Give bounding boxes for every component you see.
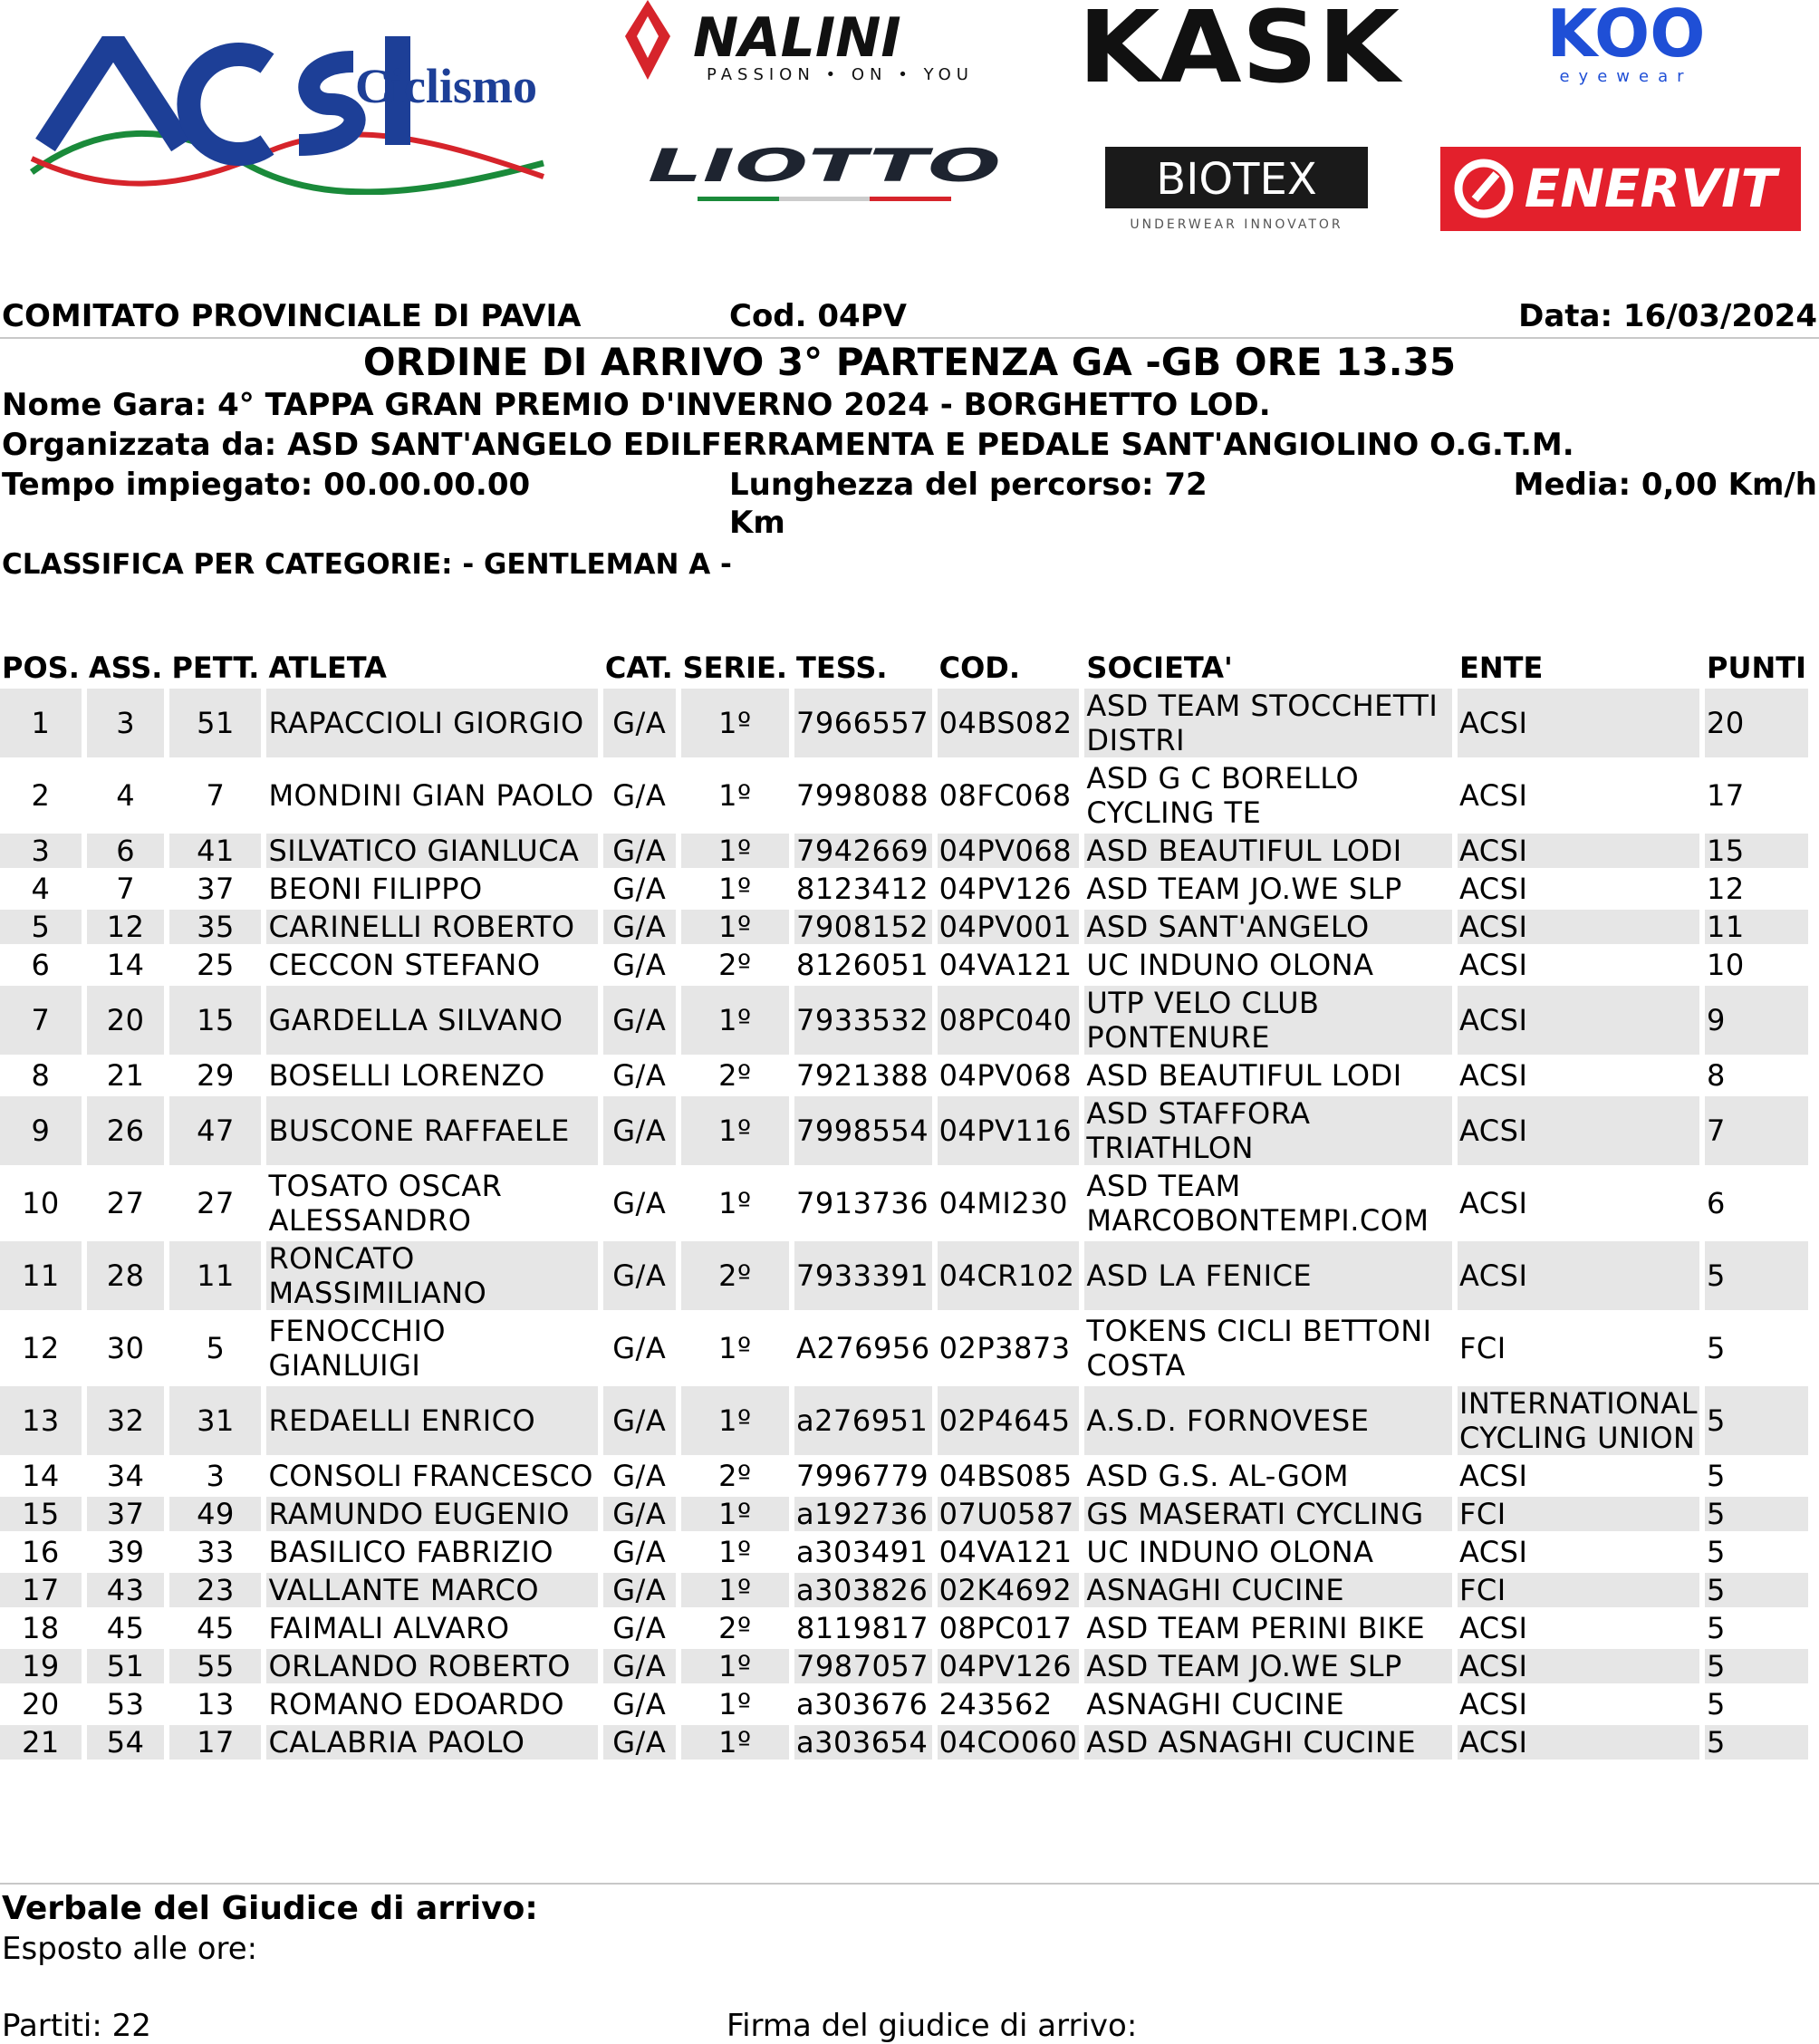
cell-tess: a303676 xyxy=(796,1687,929,1721)
cell-cod: 04VA121 xyxy=(938,1535,1073,1569)
cell-ente: ACSI xyxy=(1458,986,1699,1055)
cell-cat: G/A xyxy=(612,1331,667,1365)
cell-tess: 7966557 xyxy=(794,689,932,757)
cell-punti: 7 xyxy=(1705,1096,1808,1165)
cell-ente: ACSI xyxy=(1458,1241,1699,1310)
cell-pett: 25 xyxy=(197,948,235,982)
cell-punti: 11 xyxy=(1705,910,1808,944)
cell-ente: ACSI xyxy=(1458,1186,1528,1220)
cell-ass: 20 xyxy=(87,986,165,1055)
cell-ass: 28 xyxy=(87,1241,165,1310)
cell-societa: ASD G C BORELLO CYCLING TE xyxy=(1086,761,1360,830)
column-header-ass: ASS. xyxy=(88,651,163,685)
cell-ente: ACSI xyxy=(1458,834,1699,868)
cell-tess: 7998554 xyxy=(794,1096,932,1165)
cell-cat: G/A xyxy=(603,1573,676,1607)
cell-cat: G/A xyxy=(603,1386,676,1455)
cell-ente: ACSI xyxy=(1458,1611,1528,1645)
cell-pos: 16 xyxy=(22,1535,60,1569)
cell-ass: 37 xyxy=(87,1497,165,1531)
cell-pos: 5 xyxy=(0,910,82,944)
cell-serie: 1º xyxy=(681,1096,789,1165)
cell-ente: ACSI xyxy=(1458,872,1528,906)
cell-pett: 37 xyxy=(197,872,235,906)
nalini-tagline: PASSION • ON • YOU xyxy=(707,65,974,84)
cell-serie: 1º xyxy=(681,834,789,868)
cell-cod: 02K4692 xyxy=(938,1573,1080,1607)
enervit-text: ENERVIT xyxy=(1524,158,1777,219)
cell-serie: 1º xyxy=(681,1725,789,1760)
cell-tess: 7921388 xyxy=(796,1058,929,1093)
cell-pos: 19 xyxy=(0,1649,82,1683)
cell-punti: 15 xyxy=(1705,834,1808,868)
table-row xyxy=(0,1241,1808,1310)
cell-ass: 43 xyxy=(87,1573,165,1607)
cell-tess: 8126051 xyxy=(796,948,929,982)
cell-ente: ACSI xyxy=(1458,1459,1528,1493)
cell-pos: 13 xyxy=(0,1386,82,1455)
cell-ente: ACSI xyxy=(1458,1687,1528,1721)
cell-tess: a303826 xyxy=(794,1573,932,1607)
table-row xyxy=(0,1535,1808,1569)
cell-pett: 49 xyxy=(169,1497,261,1531)
cell-pos: 10 xyxy=(22,1186,60,1220)
cell-cod: 243562 xyxy=(938,1687,1053,1721)
cell-tess: 8123412 xyxy=(796,872,929,906)
column-header-punti: PUNTI xyxy=(1707,651,1806,685)
organizer: Organizzata da: ASD SANT'ANGELO EDILFERRAMENTA E PEDALE SANT'ANGIOLINO O.G.T.M. xyxy=(2,427,1574,463)
footer-divider xyxy=(0,1883,1819,1885)
cell-cod: 04PV126 xyxy=(938,872,1073,906)
cell-societa: ASD TEAM JO.WE SLP xyxy=(1084,1649,1452,1683)
cell-societa: ASD STAFFORA TRIATHLON xyxy=(1084,1096,1452,1165)
cell-atleta: FAIMALI ALVARO xyxy=(268,1611,510,1645)
cell-societa: ASD TEAM JO.WE SLP xyxy=(1086,872,1402,906)
cell-ass: 53 xyxy=(106,1687,145,1721)
cell-tess: a303654 xyxy=(794,1725,932,1760)
cell-serie: 1º xyxy=(681,910,789,944)
cell-cat: G/A xyxy=(612,1611,667,1645)
cell-cod: 08FC068 xyxy=(938,778,1072,813)
cell-punti: 9 xyxy=(1705,986,1808,1055)
cell-serie: 2º xyxy=(718,948,752,982)
cell-atleta: BUSCONE RAFFAELE xyxy=(266,1096,597,1165)
liotto-text: LIOTTO xyxy=(648,140,1001,192)
cell-societa: ASD TEAM PERINI BIKE xyxy=(1086,1611,1426,1645)
cell-cod: 04PV001 xyxy=(938,910,1080,944)
cell-tess: 7933532 xyxy=(794,986,932,1055)
cell-ente: INTERNATIONAL CYCLING UNION xyxy=(1458,1386,1699,1455)
cell-cod: 04PV068 xyxy=(938,834,1080,868)
cell-ente: ACSI xyxy=(1458,689,1699,757)
cell-ass: 26 xyxy=(87,1096,165,1165)
cell-ente: ACSI xyxy=(1458,1058,1528,1093)
cell-tess: a303491 xyxy=(796,1535,929,1569)
column-header-cat: CAT. xyxy=(604,651,673,685)
cell-punti: 5 xyxy=(1705,1725,1808,1760)
cell-cod: 08PC017 xyxy=(938,1611,1073,1645)
cell-punti: 5 xyxy=(1707,1331,1726,1365)
liotto-logo xyxy=(643,140,1006,236)
cell-pett: 7 xyxy=(206,778,226,813)
cell-ass: 12 xyxy=(87,910,165,944)
cell-pett: 47 xyxy=(169,1096,261,1165)
cell-cod: 02P4645 xyxy=(938,1386,1080,1455)
race-date: Data: 16/03/2024 xyxy=(1518,298,1817,334)
biotex-text: BIOTEX xyxy=(1156,154,1317,205)
cell-cod: 04PV116 xyxy=(938,1096,1080,1165)
cell-ente: FCI xyxy=(1458,1331,1506,1365)
cell-punti: 5 xyxy=(1705,1241,1808,1310)
table-row xyxy=(0,1459,1808,1493)
cell-atleta: CONSOLI FRANCESCO xyxy=(268,1459,593,1493)
column-header-serie: SERIE. xyxy=(682,651,788,685)
cell-societa: ASD SANT'ANGELO xyxy=(1084,910,1452,944)
cell-pett: 17 xyxy=(169,1725,261,1760)
cell-pett: 5 xyxy=(206,1331,226,1365)
cell-cod: 07U0587 xyxy=(938,1497,1080,1531)
results-table xyxy=(0,645,1814,1763)
cell-ass: 7 xyxy=(116,872,136,906)
table-row xyxy=(0,1096,1808,1165)
cell-pos: 12 xyxy=(22,1331,60,1365)
category-ranking-label: CLASSIFICA PER CATEGORIE: - GENTLEMAN A - xyxy=(2,548,732,581)
cell-pos: 7 xyxy=(0,986,82,1055)
koo-logo xyxy=(1531,0,1721,86)
cell-atleta: CECCON STEFANO xyxy=(268,948,541,982)
cell-societa: ASNAGHI CUCINE xyxy=(1084,1573,1452,1607)
table-row xyxy=(0,761,1808,830)
cell-ass: 14 xyxy=(106,948,145,982)
cell-cod: 04BS085 xyxy=(938,1459,1073,1493)
cell-punti: 5 xyxy=(1707,1459,1726,1493)
column-header-pos: POS. xyxy=(2,651,80,685)
cell-pett: 55 xyxy=(169,1649,261,1683)
cell-punti: 6 xyxy=(1707,1186,1726,1220)
cell-serie: 1º xyxy=(681,1649,789,1683)
race-name: Nome Gara: 4° TAPPA GRAN PREMIO D'INVERNO 2024 - BORGHETTO LOD. xyxy=(2,387,1271,423)
cell-cat: G/A xyxy=(612,1535,667,1569)
cell-cat: G/A xyxy=(612,872,667,906)
cell-tess: 7933391 xyxy=(794,1241,932,1310)
cell-serie: 1º xyxy=(681,689,789,757)
cell-pett: 13 xyxy=(197,1687,235,1721)
cell-serie: 1º xyxy=(718,1186,752,1220)
cell-atleta: ROMANO EDOARDO xyxy=(268,1687,565,1721)
table-row xyxy=(0,1169,1808,1238)
cell-tess: a276951 xyxy=(794,1386,932,1455)
cell-cod: 04CR102 xyxy=(938,1241,1080,1310)
cell-ente: FCI xyxy=(1458,1573,1699,1607)
column-header-tess: TESS. xyxy=(796,651,888,685)
cell-cat: G/A xyxy=(612,1687,667,1721)
table-header-row xyxy=(0,649,1808,685)
cell-ass: 30 xyxy=(106,1331,145,1365)
cell-cat: G/A xyxy=(603,1096,676,1165)
cell-cod: 04MI230 xyxy=(938,1186,1068,1220)
cell-serie: 1º xyxy=(681,1573,789,1607)
cell-tess: 7908152 xyxy=(794,910,932,944)
table-row xyxy=(0,948,1808,982)
cell-societa: GS MASERATI CYCLING xyxy=(1084,1497,1452,1531)
table-row xyxy=(0,1649,1808,1683)
cell-pett: 41 xyxy=(169,834,261,868)
cell-ente: ACSI xyxy=(1458,778,1528,813)
cell-ass: 6 xyxy=(87,834,165,868)
cell-cat: G/A xyxy=(612,1058,667,1093)
cell-serie: 2º xyxy=(718,1459,752,1493)
table-row xyxy=(0,1058,1808,1093)
cell-serie: 2º xyxy=(718,1058,752,1093)
cell-ass: 51 xyxy=(87,1649,165,1683)
results-body xyxy=(0,689,1808,1760)
acsi-ciclismo-logo xyxy=(27,36,553,195)
cell-tess: A276956 xyxy=(796,1331,930,1365)
cell-punti: 5 xyxy=(1705,1497,1808,1531)
cell-tess: 7942669 xyxy=(794,834,932,868)
cell-societa: UC INDUNO OLONA xyxy=(1086,948,1374,982)
cell-punti: 10 xyxy=(1707,948,1745,982)
nalini-logo xyxy=(611,0,1037,86)
cell-serie: 1º xyxy=(681,1497,789,1531)
cell-pos: 14 xyxy=(22,1459,60,1493)
judge-signature-label: Firma del giudice di arrivo: xyxy=(727,2008,1138,2044)
cell-tess: 7998088 xyxy=(796,778,929,813)
cell-societa: ASD BEAUTIFUL LODI xyxy=(1086,1058,1402,1093)
cell-tess: 7996779 xyxy=(796,1459,929,1493)
page-title: ORDINE DI ARRIVO 3° PARTENZA GA -GB ORE 13.35 xyxy=(362,340,1457,384)
cell-tess: 7913736 xyxy=(796,1186,929,1220)
cell-tess: 8119817 xyxy=(796,1611,929,1645)
comitato-label: COMITATO PROVINCIALE DI PAVIA xyxy=(2,298,582,334)
cell-atleta: TOSATO OSCAR ALESSANDRO xyxy=(268,1169,503,1238)
table-row xyxy=(0,1497,1808,1531)
table-row xyxy=(0,910,1808,944)
cell-ass: 54 xyxy=(87,1725,165,1760)
cell-ass: 21 xyxy=(106,1058,145,1093)
cell-ass: 3 xyxy=(87,689,165,757)
cell-societa: ASD ASNAGHI CUCINE xyxy=(1084,1725,1452,1760)
cell-societa: ASD TEAM STOCCHETTI DISTRI xyxy=(1084,689,1452,757)
cell-atleta: VALLANTE MARCO xyxy=(266,1573,597,1607)
cell-pett: 23 xyxy=(169,1573,261,1607)
cell-societa: ASD TEAM MARCOBONTEMPI.COM xyxy=(1086,1169,1429,1238)
nalini-text: NALINI xyxy=(693,6,901,70)
cell-societa: TOKENS CICLI BETTONI COSTA xyxy=(1086,1314,1432,1383)
table-row xyxy=(0,1386,1808,1455)
cell-atleta: REDAELLI ENRICO xyxy=(266,1386,597,1455)
cell-pos: 4 xyxy=(31,872,51,906)
cell-pett: 27 xyxy=(197,1186,235,1220)
cell-pos: 20 xyxy=(22,1687,60,1721)
cell-cod: 04PV126 xyxy=(938,1649,1080,1683)
cell-societa: ASD BEAUTIFUL LODI xyxy=(1084,834,1452,868)
cell-cod: 04PV068 xyxy=(938,1058,1073,1093)
cell-cat: G/A xyxy=(603,1725,676,1760)
cell-pos: 18 xyxy=(22,1611,60,1645)
cell-punti: 5 xyxy=(1705,1649,1808,1683)
cell-pos: 6 xyxy=(31,948,51,982)
column-header-cod: COD. xyxy=(938,651,1020,685)
cell-cat: G/A xyxy=(603,910,676,944)
cell-cat: G/A xyxy=(612,1459,667,1493)
table-row xyxy=(0,1611,1808,1645)
cell-atleta: SILVATICO GIANLUCA xyxy=(266,834,597,868)
cell-atleta: BEONI FILIPPO xyxy=(268,872,483,906)
cell-punti: 5 xyxy=(1705,1573,1808,1607)
cell-ente: ACSI xyxy=(1458,1535,1528,1569)
cell-societa: A.S.D. FORNOVESE xyxy=(1084,1386,1452,1455)
cell-pett: 29 xyxy=(197,1058,235,1093)
cell-cat: G/A xyxy=(612,1186,667,1220)
posted-at-label: Esposto alle ore: xyxy=(2,1931,258,1967)
cell-pos: 21 xyxy=(0,1725,82,1760)
cell-serie: 2º xyxy=(681,1241,789,1310)
cell-punti: 8 xyxy=(1707,1058,1726,1093)
cell-serie: 1º xyxy=(681,1386,789,1455)
cell-serie: 1º xyxy=(718,1331,752,1365)
judge-report-label: Verbale del Giudice di arrivo: xyxy=(2,1890,538,1927)
cell-tess: 7987057 xyxy=(794,1649,932,1683)
cell-cod: 04BS082 xyxy=(938,689,1080,757)
table-row xyxy=(0,1573,1808,1607)
time-taken: Tempo impiegato: 00.00.00.00 xyxy=(2,467,531,503)
koo-text: KOO xyxy=(1546,0,1706,72)
cell-atleta: MONDINI GIAN PAOLO xyxy=(268,778,594,813)
cell-serie: 1º xyxy=(718,1687,752,1721)
cell-pett: 3 xyxy=(206,1459,226,1493)
cell-ass: 4 xyxy=(116,778,136,813)
cell-ass: 27 xyxy=(106,1186,145,1220)
cell-ente: ACSI xyxy=(1458,1725,1699,1760)
biotex-tagline: UNDERWEAR INNOVATOR xyxy=(1130,217,1343,232)
cell-cat: G/A xyxy=(603,834,676,868)
cell-serie: 2º xyxy=(718,1611,752,1645)
cell-cat: G/A xyxy=(612,948,667,982)
cell-ass: 45 xyxy=(106,1611,145,1645)
cell-punti: 17 xyxy=(1707,778,1745,813)
cell-ente: ACSI xyxy=(1458,1096,1699,1165)
cell-cat: G/A xyxy=(603,1497,676,1531)
cell-ass: 32 xyxy=(87,1386,165,1455)
average-speed: Media: 0,00 Km/h xyxy=(1513,467,1817,503)
column-header-societa: SOCIETA' xyxy=(1086,651,1233,685)
cell-pett: 35 xyxy=(169,910,261,944)
cell-pett: 31 xyxy=(169,1386,261,1455)
cell-societa: ASNAGHI CUCINE xyxy=(1086,1687,1345,1721)
cell-societa: UTP VELO CLUB PONTENURE xyxy=(1084,986,1452,1055)
table-row xyxy=(0,1314,1808,1383)
cell-pett: 51 xyxy=(169,689,261,757)
cell-cat: G/A xyxy=(603,1649,676,1683)
cell-punti: 5 xyxy=(1707,1611,1726,1645)
cell-cod: 02P3873 xyxy=(938,1331,1071,1365)
cell-punti: 12 xyxy=(1707,872,1745,906)
kask-text: KASK xyxy=(1078,0,1403,86)
cell-pett: 33 xyxy=(197,1535,235,1569)
cell-serie: 1º xyxy=(718,872,752,906)
cell-pos: 8 xyxy=(31,1058,51,1093)
cell-pett: 45 xyxy=(197,1611,235,1645)
koo-tagline: eyewear xyxy=(1559,67,1693,86)
cell-ente: ACSI xyxy=(1458,948,1528,982)
cell-pos: 1 xyxy=(0,689,82,757)
cell-pos: 9 xyxy=(0,1096,82,1165)
column-header-pett: PETT. xyxy=(171,651,260,685)
cell-serie: 1º xyxy=(718,778,752,813)
cell-atleta: RONCATO MASSIMILIANO xyxy=(266,1241,597,1310)
cell-serie: 1º xyxy=(681,986,789,1055)
enervit-logo xyxy=(1440,147,1801,231)
cell-cod: 04CO060 xyxy=(938,1725,1078,1760)
cell-pett: 11 xyxy=(169,1241,261,1310)
cell-cat: G/A xyxy=(603,689,676,757)
kask-logo xyxy=(1078,0,1404,86)
starters-count: Partiti: 22 xyxy=(2,2008,151,2044)
cell-atleta: CALABRIA PAOLO xyxy=(266,1725,597,1760)
cell-ass: 39 xyxy=(106,1535,145,1569)
cell-atleta: RAMUNDO EUGENIO xyxy=(266,1497,597,1531)
cell-atleta: RAPACCIOLI GIORGIO xyxy=(266,689,597,757)
cell-tess: a192736 xyxy=(794,1497,932,1531)
cell-atleta: BOSELLI LORENZO xyxy=(268,1058,545,1093)
column-header-atleta: ATLETA xyxy=(268,651,387,685)
course-length: Lunghezza del percorso: 72 Km xyxy=(729,467,1208,541)
cell-punti: 5 xyxy=(1707,1535,1726,1569)
cell-atleta: ORLANDO ROBERTO xyxy=(266,1649,597,1683)
cell-atleta: BASILICO FABRIZIO xyxy=(268,1535,554,1569)
cell-punti: 5 xyxy=(1707,1687,1726,1721)
table-row xyxy=(0,689,1808,757)
cell-societa: UC INDUNO OLONA xyxy=(1086,1535,1374,1569)
table-row xyxy=(0,1687,1808,1721)
cell-cat: G/A xyxy=(603,1241,676,1310)
biotex-logo xyxy=(1105,147,1368,233)
cell-cod: 04VA121 xyxy=(938,948,1073,982)
table-row xyxy=(0,986,1808,1055)
cell-societa: ASD G.S. AL-GOM xyxy=(1086,1459,1350,1493)
cell-punti: 20 xyxy=(1705,689,1808,757)
cell-serie: 1º xyxy=(718,1535,752,1569)
cell-atleta: FENOCCHIO GIANLUIGI xyxy=(268,1314,447,1383)
cell-ass: 34 xyxy=(106,1459,145,1493)
cell-societa: ASD LA FENICE xyxy=(1084,1241,1452,1310)
race-code: Cod. 04PV xyxy=(729,298,907,334)
cell-pos: 17 xyxy=(0,1573,82,1607)
cell-ente: ACSI xyxy=(1458,1649,1699,1683)
cell-punti: 5 xyxy=(1705,1386,1808,1455)
cell-pos: 15 xyxy=(0,1497,82,1531)
cell-cod: 08PC040 xyxy=(938,986,1080,1055)
cell-cat: G/A xyxy=(603,986,676,1055)
cell-pos: 11 xyxy=(0,1241,82,1310)
cell-cat: G/A xyxy=(612,778,667,813)
cell-ente: FCI xyxy=(1458,1497,1699,1531)
column-header-ente: ENTE xyxy=(1458,651,1544,685)
cell-pos: 2 xyxy=(31,778,51,813)
cell-pos: 3 xyxy=(0,834,82,868)
table-row xyxy=(0,1725,1808,1760)
cell-atleta: GARDELLA SILVANO xyxy=(266,986,597,1055)
acsi-ciclismo-text: Ciclismo xyxy=(355,59,537,113)
table-row xyxy=(0,872,1808,906)
cell-atleta: CARINELLI ROBERTO xyxy=(266,910,597,944)
cell-pett: 15 xyxy=(169,986,261,1055)
cell-ente: ACSI xyxy=(1458,910,1699,944)
table-row xyxy=(0,834,1808,868)
